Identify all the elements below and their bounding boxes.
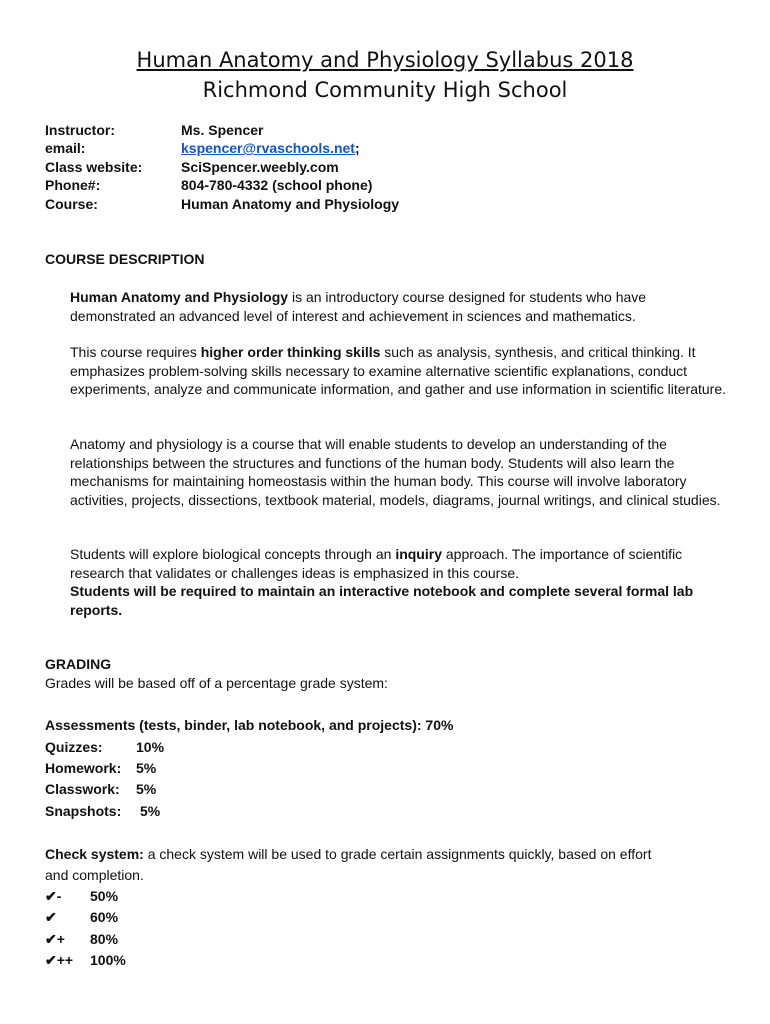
email-suffix: ; [354, 140, 360, 156]
homework-label: Homework: [45, 760, 122, 776]
p2-text: such as analysis, synthesis, and critical thinking. It emphasizes problem-solving skills necessary to examine alternative scientific explanations, conduct experiments, analyze and communicate information, and gather and use information in scientific literature. [70, 344, 727, 397]
p4-bold: inquiry [395, 546, 442, 562]
p4-requirement: Students will be required to maintain an interactive notebook and complete several formal lab reports. [70, 583, 694, 618]
check-plus-plus-icon: ✔++ [45, 952, 74, 968]
assessments-row: Assessments (tests, binder, lab notebook, and projects): 70% [45, 717, 454, 733]
email-link[interactable]: kspencer@rvaschools.net [181, 140, 355, 156]
website-value: SciSpencer.weebly.com [181, 159, 339, 175]
instructor-value: Ms. Spencer [181, 122, 264, 138]
email-value [181, 140, 360, 156]
check-system-text: a check system will be used to grade certain assignments quickly, based on effort [143, 846, 652, 862]
quizzes-label: Quizzes: [45, 739, 103, 755]
quizzes-value: 10% [136, 739, 165, 755]
check-value: 60% [90, 909, 119, 925]
homework-value: 5% [136, 760, 157, 776]
course-label: Course: [45, 196, 98, 212]
website-label: Class website: [45, 159, 143, 175]
classwork-label: Classwork: [45, 781, 120, 797]
check-plus-icon: ✔+ [45, 931, 65, 947]
check-minus-value: 50% [90, 888, 119, 904]
p2-bold: higher order thinking skills [200, 344, 381, 360]
phone-label: Phone#: [45, 177, 101, 193]
p4-start: Students will explore biological concepts through an [70, 546, 396, 562]
description-paragraph-2 [70, 343, 730, 399]
check-plus-value: 80% [90, 931, 119, 947]
email-label: email: [45, 140, 86, 156]
check-icon: ✔ [45, 909, 57, 925]
p4-text: approach. The importance of scientific research that validates or challenges ideas is emphasized in this course. [70, 546, 683, 581]
check-system-line-2: and completion. [45, 867, 144, 883]
description-paragraph-4 [70, 545, 730, 619]
p1-text: is an introductory course designed for students who have demonstrated an advanced level of interest and achievement in sciences and mathematics. [70, 289, 647, 324]
check-system-line [45, 846, 651, 862]
check-system-label: Check system: [45, 846, 144, 862]
course-description-heading: COURSE DESCRIPTION [45, 251, 205, 267]
school-name: Richmond Community High School [202, 78, 568, 102]
snapshots-value: 5% [140, 803, 161, 819]
description-paragraph-3: Anatomy and physiology is a course that will enable students to develop an understanding of the relationships between the structures and functions of the human body. Students will also learn the mechanisms for maintaining homeostasis within the human body. This course will involve laboratory activities, projects, dissections, textbook material, models, diagrams, journal writings, and clinical studies. [70, 436, 721, 508]
classwork-row [45, 781, 157, 797]
phone-value: 804-780-4332 (school phone) [181, 177, 373, 193]
page-title: Human Anatomy and Physiology Syllabus 2018 [136, 48, 634, 72]
classwork-value: 5% [136, 781, 157, 797]
check-plus-plus-value: 100% [90, 952, 126, 968]
snapshots-label: Snapshots: [45, 803, 122, 819]
snapshots-row [45, 803, 161, 819]
grading-intro: Grades will be based off of a percentage grade system: [45, 675, 388, 691]
homework-row [45, 760, 157, 776]
grading-heading: GRADING [45, 656, 112, 672]
course-value: Human Anatomy and Physiology [181, 196, 400, 212]
course-name-bold: Human Anatomy and Physiology [70, 289, 289, 305]
instructor-label: Instructor: [45, 122, 115, 138]
description-paragraph-1 [70, 288, 730, 325]
p2-start: This course requires [70, 344, 201, 360]
check-minus-icon: ✔- [45, 888, 62, 904]
quizzes-row [45, 739, 165, 755]
